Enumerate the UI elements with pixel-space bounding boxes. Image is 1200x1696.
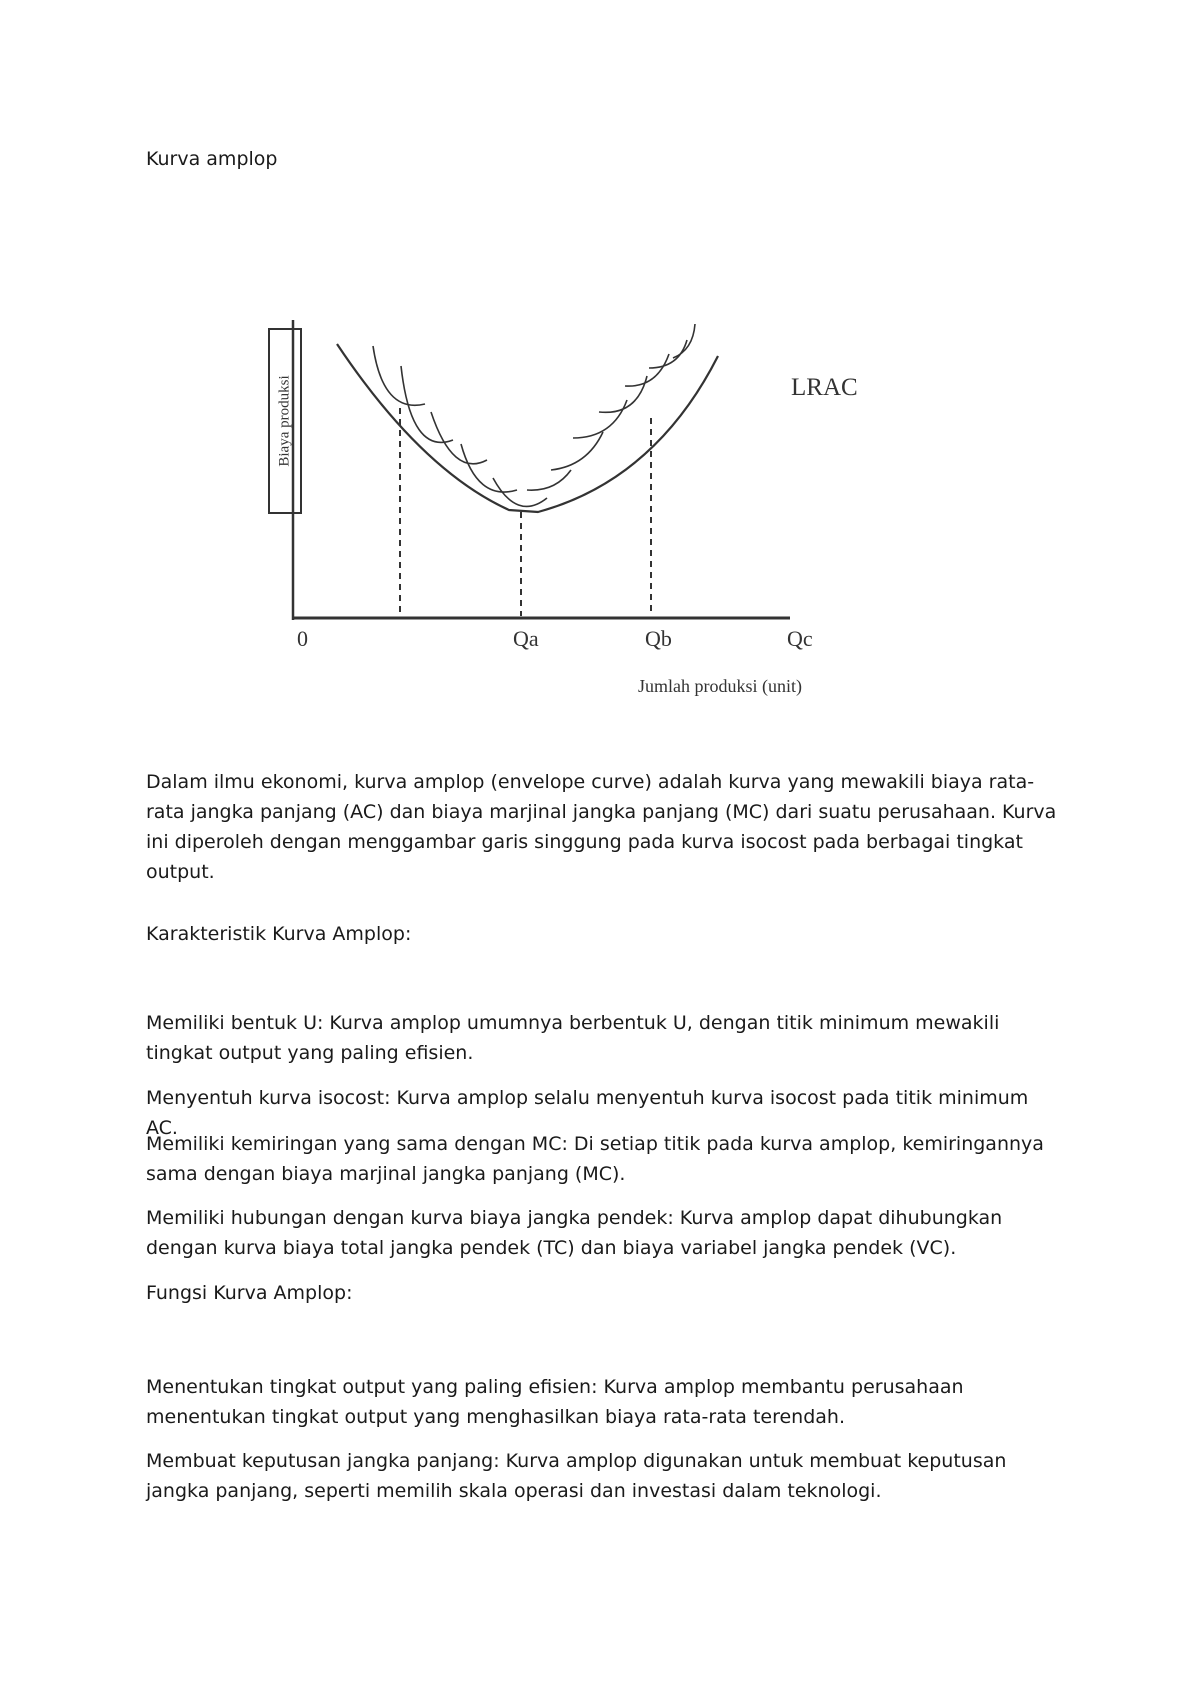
x-tick-label: 0 bbox=[297, 626, 308, 651]
document-title: Kurva amplop bbox=[146, 148, 278, 170]
heading-karakteristik: Karakteristik Kurva Amplop: bbox=[146, 923, 412, 945]
paragraph-menyentuh-isocost: Menyentuh kurva isocost: Kurva amplop selalu menyentuh kurva isocost pada titik minimum AC. bbox=[146, 1087, 1029, 1139]
x-axis-label: Jumlah produksi (unit) bbox=[638, 676, 802, 696]
heading-fungsi: Fungsi Kurva Amplop: bbox=[146, 1282, 353, 1304]
y-axis-label-box bbox=[268, 328, 302, 514]
paragraph-intro: Dalam ilmu ekonomi, kurva amplop (envelope curve) adalah kurva yang mewakili biaya rata-rata jangka panjang (AC) dan biaya marjinal jangka panjang (MC) dari suatu perusahaan. Kurva ini diperoleh dengan menggambar garis singgung pada kurva isocost pada berbagai tingkat output. bbox=[146, 771, 1057, 883]
x-tick-label: Qc bbox=[787, 626, 813, 651]
paragraph-output-efisien: Menentukan tingkat output yang paling efisien: Kurva amplop membantu perusahaan menentukan tingkat output yang menghasilkan biaya rata-rata terendah. bbox=[146, 1376, 964, 1428]
y-axis-label: Biaya produksi bbox=[276, 375, 293, 467]
paragraph-keputusan-jangka-panjang: Membuat keputusan jangka panjang: Kurva amplop digunakan untuk membuat keputusan jangka panjang, seperti memilih skala operasi dan investasi dalam teknologi. bbox=[146, 1450, 1007, 1502]
x-tick-label: Qa bbox=[513, 626, 539, 651]
lrac-label: LRAC bbox=[791, 374, 858, 401]
paragraph-bentuk-u: Memiliki bentuk U: Kurva amplop umumnya berbentuk U, dengan titik minimum mewakili tingkat output yang paling efisien. bbox=[146, 1012, 1000, 1064]
envelope-curve-figure bbox=[255, 320, 895, 710]
short-run-curves bbox=[373, 324, 695, 506]
paragraph-kemiringan-mc: Memiliki kemiringan yang sama dengan MC: Di setiap titik pada kurva amplop, kemiringannya sama dengan biaya marjinal jangka panjang (MC). bbox=[146, 1133, 1044, 1185]
x-tick-label: Qb bbox=[645, 626, 672, 651]
paragraph-hubungan-jangka-pendek: Memiliki hubungan dengan kurva biaya jangka pendek: Kurva amplop dapat dihubungkan dengan kurva biaya total jangka pendek (TC) dan biaya variabel jangka pendek (VC). bbox=[146, 1207, 1003, 1259]
